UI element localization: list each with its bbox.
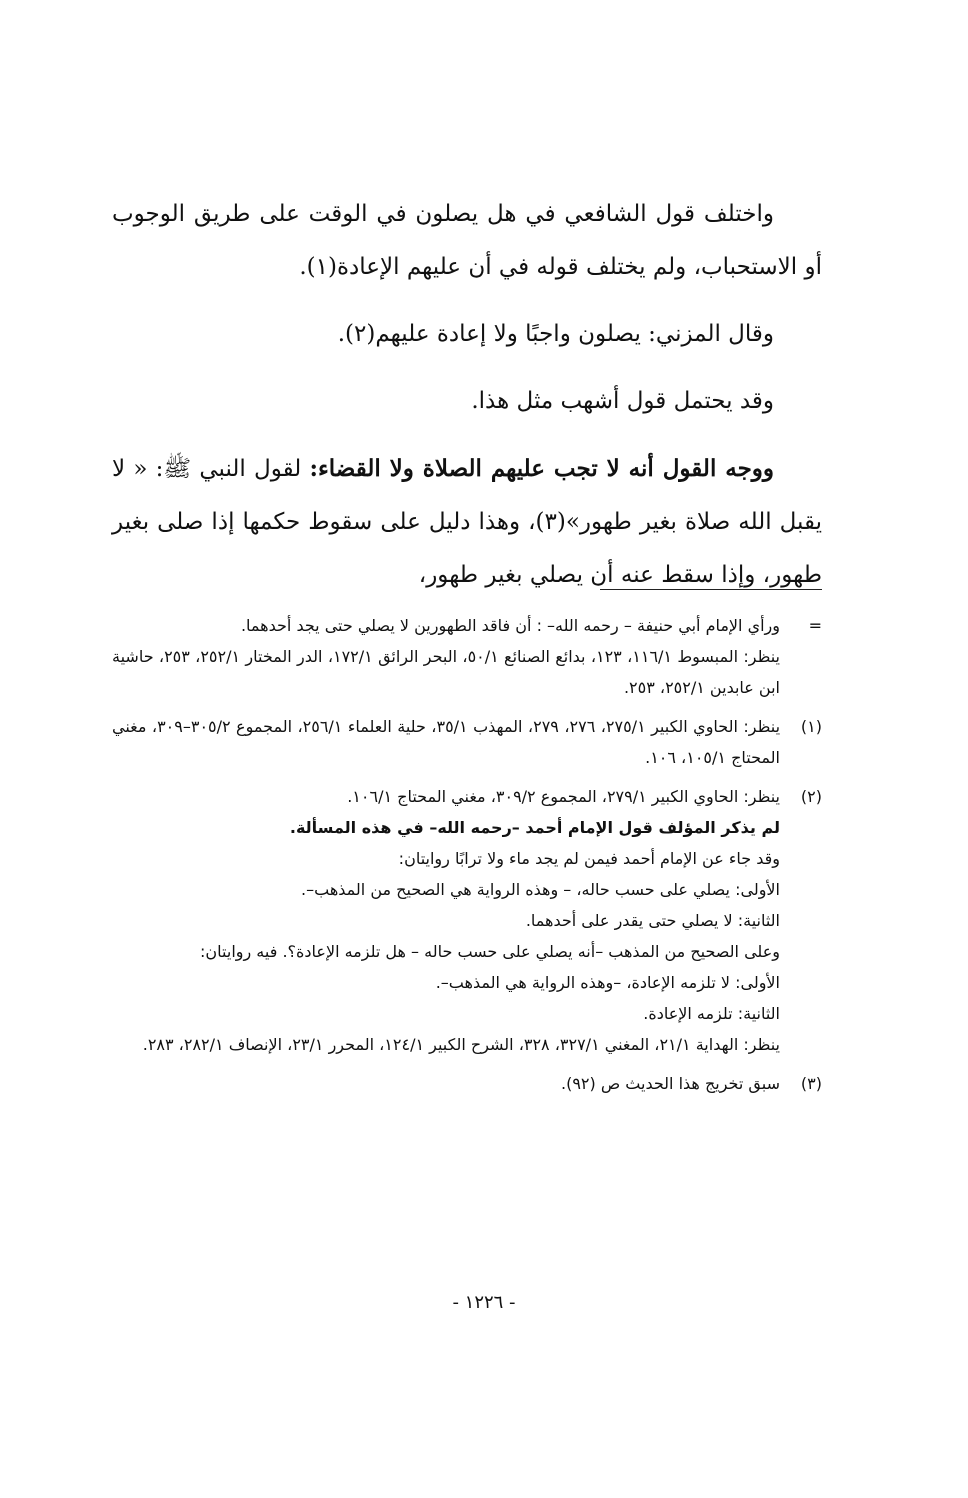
paragraph-4-text: لقول النبي ﷺ: « لا يقبل الله صلاة بغير طهور»(٣)، وهذا دليل على سقوط حكمها إذا صلى بغير طهور، وإذا سقط عنه أن يصلي بغير طهور، xyxy=(112,456,822,588)
footnote-2-number: (٢) xyxy=(800,787,822,806)
footnote-3-text: سبق تخريج هذا الحديث ص (٩٢). xyxy=(561,1074,780,1093)
footnote-continuation-line-1: ورأي الإمام أبي حنيفة – رحمه الله– : أن فاقد الطهورين لا يصلي حتى يجد أحدهما. xyxy=(240,616,780,635)
footnote-2-line-9: ينظر: الهداية ٢١/١، المغني ٣٢٧/١، ٣٢٨، الشرح الكبير ١٢٤/١، المحرر ٢٣/١، الإنصاف ٢٨٢/١، ٢٨٣. xyxy=(142,1035,780,1054)
footnote-1 xyxy=(112,711,822,773)
footnote-3-number: (٣) xyxy=(800,1074,822,1093)
paragraph-2: وقال المزني: يصلون واجبًا ولا إعادة عليهم(٢). xyxy=(337,321,774,347)
continuation-marker: = xyxy=(808,616,822,635)
footnotes xyxy=(112,610,822,1107)
footnote-2-line-8: الثانية: تلزمه الإعادة. xyxy=(643,1004,780,1023)
paragraph-3: وقد يحتمل قول أشهب مثل هذا. xyxy=(471,388,774,414)
footnote-2-line-7: الأولى: لا تلزمه الإعادة، –وهذه الرواية هي المذهب–. xyxy=(435,973,780,992)
paragraph-4 xyxy=(112,442,822,602)
footnote-2-line-3: وقد جاء عن الإمام أحمد فيمن لم يجد ماء ولا ترابًا روايتان: xyxy=(398,849,780,868)
paragraph-4-heading: ووجه القول أنه لا تجب عليهم الصلاة ولا القضاء: xyxy=(309,455,774,482)
footnote-2-line-6: وعلى الصحيح من المذهب –أنه يصلي على حسب حاله – هل تلزمه الإعادة؟. فيه روايتان: xyxy=(200,942,780,961)
footnote-2 xyxy=(112,781,822,1060)
main-text xyxy=(112,188,822,602)
footnote-2-line-5: الثانية: لا يصلي حتى يقدر على أحدهما. xyxy=(525,911,780,930)
footnote-separator xyxy=(600,589,822,590)
footnote-2-line-1: ينظر: الحاوي الكبير ٢٧٩/١، المجموع ٣٠٩/٢، مغني المحتاج ١٠٦/١. xyxy=(347,787,780,806)
footnote-2-line-4: الأولى: يصلي على حسب حاله، – وهذه الرواية هي الصحيح من المذهب–. xyxy=(301,880,780,899)
footnote-continuation-line-2: ينظر: المبسوط ١١٦/١، ١٢٣، بدائع الصنائع ٥٠/١، البحر الرائق ١٧٢/١، الدر المختار ٢٥٢/١، ٢٥٣، حاشية ابن عابدين ٢٥٢/١، ٢٥٣. xyxy=(112,647,781,697)
paragraph-1: واختلف قول الشافعي في هل يصلون في الوقت على طريق الوجوب أو الاستحباب، ولم يختلف قوله في أن عليهم الإعادة(١). xyxy=(112,201,822,280)
footnote-continuation xyxy=(112,610,822,703)
footnote-1-text: ينظر: الحاوي الكبير ٢٧٥/١، ٢٧٦، ٢٧٩، المهذب ٣٥/١، حلية العلماء ٢٥٦/١، المجموع ٣٠٥/٢–٣٠٩، مغني المحتاج ١٠٥/١، ١٠٦. xyxy=(112,717,781,767)
footnote-2-line-2: لم يذكر المؤلف قول الإمام أحمد –رحمه الله– في هذه المسألة. xyxy=(289,818,780,837)
footnote-3 xyxy=(112,1068,822,1099)
footnote-1-number: (١) xyxy=(800,717,822,736)
page-number: - ١٢٢٦ - xyxy=(452,1292,516,1313)
